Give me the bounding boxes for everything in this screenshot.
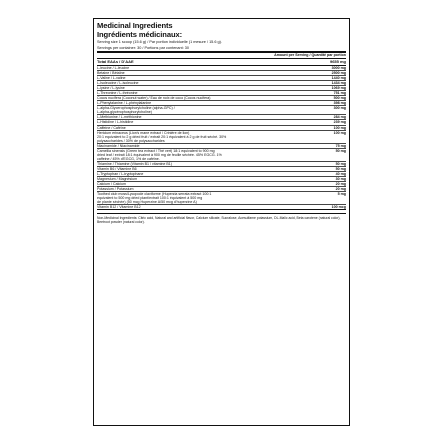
ingredient-amount: 20 mg	[335, 182, 346, 187]
non-medicinal-ingredients: Non-Medicinal Ingredients: Citric acid, Natural and artificial flavor, Calcium silicate, Sucralose, Acesulfame potassium, DL-Malic acid, Beta carotene (natural color), Beetroot powder (natural color).	[97, 213, 346, 224]
ingredient-amount: 30 mg	[335, 177, 346, 182]
ingredient-row	[97, 106, 346, 115]
ingredient-row	[97, 149, 346, 162]
ingredient-amount: 300 mg	[333, 106, 346, 111]
title-english: Medicinal Ingredients	[97, 21, 173, 30]
ingredient-name: L-Histidine / L-histidine	[97, 120, 134, 125]
ingredient-amount: 1069 mg	[331, 85, 346, 90]
ingredient-name: L-lysine / L-lysine	[97, 85, 125, 90]
ingredient-name: Magnesium / Magnésium	[97, 177, 138, 182]
ingredient-name: Thiamine / Thiamine (Vitamin B1 / vitamine B1)	[97, 161, 172, 166]
ingredient-row	[97, 192, 346, 205]
ingredient-name: Betaine / Bétaïne	[97, 70, 125, 75]
ingredient-amount: 284 mg	[333, 115, 346, 120]
ingredient-name: Hericium erinaceus (Lion's mane extract / Crinière de lion) 20:1 equivalent to 2 g dried fruit / extrait 20:1 équivalent à 2 g de fruit séché. 30% polysaccharides / 30% de polysaccharides	[97, 130, 227, 143]
ingredient-name: Calcium / Calcium	[97, 182, 126, 187]
ingredient-name: L-Isoleucine / L-isoleucine	[97, 80, 139, 85]
ingredient-amount: 50 mg	[335, 166, 346, 171]
ingredient-name: L-Threonine / L-thréonine	[97, 91, 138, 96]
ingredient-name: L-leucine / L-leucine	[97, 65, 130, 70]
supplement-facts-panel	[93, 18, 350, 426]
ingredient-amount: 20 mg	[335, 187, 346, 192]
ingredient-amount: 5 mg	[337, 192, 346, 197]
ingredient-amount: 100 mcg	[331, 205, 346, 210]
ingredient-amount: 100 mg	[333, 130, 346, 135]
ingredient-name: Cocos nucifera (Coconut water) / Eau de noix de coco (Cocos nucifera)	[97, 96, 211, 101]
ingredient-name: Toothed club moss/Lycopode claviforme (Huperzia serrata extract 100:1 equivalent to 500 mg dried plant/extrait 100:1 équivalent à 500 mg de plante séchée) (50 mcg Huperzine A/50 mcg d'huperzine A)	[97, 192, 212, 205]
amount-header: Amount per Serving / Quantité par portion	[97, 53, 346, 59]
serving-size: Serving size 1 scoop (15.6 g) / Par portion individuelle (1 mesure / 15.6 g).	[97, 40, 222, 45]
ingredient-amount: 500 mg	[333, 96, 346, 101]
ingredient-row	[97, 131, 346, 144]
ingredient-name: Vitamin B12 / Vitamine B12	[97, 205, 141, 210]
ingredient-name: Niacinamide / Niacinamide	[97, 143, 140, 148]
ingredient-name: L-alpha-Glycerophosphorylcholine (alpha-GPC) / L-alpha-glycérophosphorylcholine)	[97, 106, 175, 115]
ingredient-amount: 398 mg	[333, 101, 346, 106]
total-eaas-amount: 9655 mg	[329, 59, 346, 65]
ingredient-name: Potassium / Potassium	[97, 187, 134, 192]
servings-per-container: Servings per container: 30 / Portions par contenant: 30	[97, 46, 346, 53]
ingredient-amount: 40 mg	[335, 171, 346, 176]
ingredient-amount: 3000 mg	[331, 65, 346, 70]
ingredient-row	[97, 205, 346, 210]
ingredient-name: Vitamin B6 / Vitamine B6	[97, 166, 137, 171]
ingredient-list	[97, 66, 346, 211]
title-french: Ingrédients médicinaux:	[97, 29, 183, 39]
ingredient-amount: 50 mg	[335, 148, 346, 153]
ingredient-amount: 2500 mg	[331, 70, 346, 75]
ingredient-name: Camellia sinensis (Green tea extract / Thé vert) 18:1 equivalent to 900 mg dried leaf / extrait 18:1 équivalent à 900 mg de feuille séchée. 45% EGCG. 1% caffeine / 45% d'EGCG, 1% de caféine.	[97, 148, 222, 161]
total-eaas-name: Total EAAs / D'AAE	[97, 59, 134, 65]
ingredient-name: L-Phenylalanine / L-phénylalanine	[97, 101, 152, 106]
ingredient-amount: 1440 mg	[331, 75, 346, 80]
ingredient-name: L-Tryptophan / L-tryptophane	[97, 171, 144, 176]
ingredient-amount: 239 mg	[333, 120, 346, 125]
ingredient-name: Caffeine / Caféine	[97, 125, 126, 130]
ingredient-name: L-Methionine / L-méthionine	[97, 115, 142, 120]
ingredient-name: L-Valine / L-valine	[97, 75, 126, 80]
ingredient-amount: 50 mg	[335, 161, 346, 166]
ingredient-amount: 1434 mg	[331, 80, 346, 85]
ingredient-amount: 75 mg	[335, 143, 346, 148]
ingredient-amount: 751 mg	[333, 91, 346, 96]
ingredient-amount: 100 mg	[333, 125, 346, 130]
